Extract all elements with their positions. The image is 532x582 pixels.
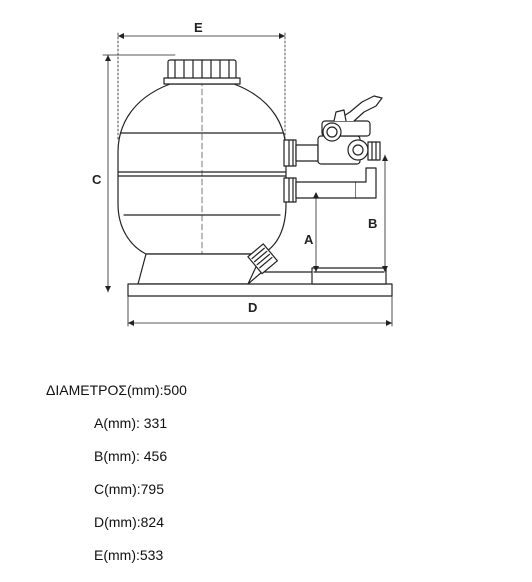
spec-dimension-b: B(mm): 456: [94, 448, 168, 464]
dimension-label-d: D: [248, 300, 258, 315]
spec-dimension-a: A(mm): 331: [94, 415, 168, 431]
upper-union: [284, 140, 318, 166]
spec-dimension-d: D(mm):824: [94, 514, 165, 530]
dimension-label-e: E: [194, 20, 203, 35]
dimension-label-a: A: [304, 232, 314, 247]
spec-dimension-c: C(mm):795: [94, 481, 165, 497]
dimension-label-c: C: [92, 172, 102, 187]
multiport-valve: [318, 96, 382, 164]
filter-tank: [118, 62, 286, 274]
dimension-label-b: B: [368, 216, 378, 231]
spec-dimension-e: E(mm):533: [94, 547, 164, 563]
lower-union: [284, 168, 376, 202]
spec-diameter: ΔΙΑΜΕΤΡΟΣ(mm):500: [46, 382, 187, 398]
tank-lid: [164, 60, 240, 84]
